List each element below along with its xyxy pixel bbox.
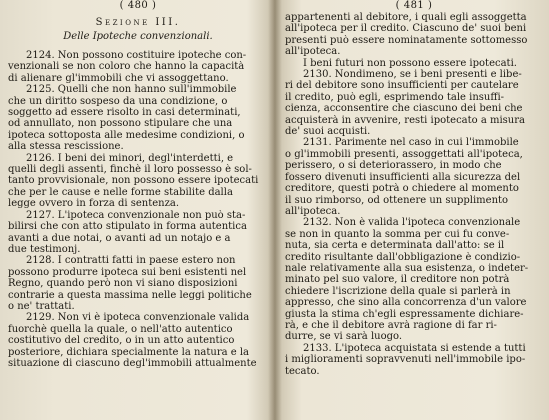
- text-line: 2125. Quelli che non hanno sull'immobile: [26, 84, 237, 96]
- right-page-body: [285, 12, 543, 377]
- text-line: di alienare gl'immobili che vi assoggettano.: [8, 72, 229, 84]
- text-line: il credito, può egli, esprimendo tale insuffi-: [285, 91, 505, 103]
- text-line: 2131. Parimente nel caso in cui l'immobile: [303, 137, 519, 149]
- section-subtitle: Delle Ipoteche convenzionali.: [63, 31, 213, 42]
- text-line: se non in quanto la somma per cui fu conve-: [285, 228, 510, 240]
- text-line: rà, e che il debitore avrà ragione di far ri-: [285, 319, 497, 331]
- article-paragraph: [285, 137, 543, 217]
- text-line: appresso, che sino alla concorrenza d'un valore: [285, 297, 527, 309]
- text-line: 2129. Non vi è ipoteca convenzionale valida: [26, 312, 250, 324]
- text-line: o ne' trattati.: [8, 300, 75, 312]
- article-paragraph: [285, 12, 543, 58]
- text-line: soggetto ad essere risolto in casi determinati,: [8, 107, 241, 119]
- text-line: appartenenti al debitore, i quali egli assoggetta: [285, 12, 527, 23]
- text-line: 2130. Nondimeno, se i beni presenti e libe-: [303, 69, 522, 81]
- text-line: 2128. I contratti fatti in paese estero non: [26, 255, 236, 267]
- text-line: tanto provvisionale, non possono essere ipotecati: [8, 175, 259, 187]
- text-line: venzionali se non coloro che hanno la capacità: [8, 61, 245, 73]
- text-line: nuta, sia certa e determinata dall'atto: se il: [285, 240, 505, 252]
- text-line: Regno, quando però non vi siano disposizioni: [8, 278, 238, 290]
- article-paragraph: [8, 210, 268, 256]
- text-line: costitutivo del credito, o in un atto autentico: [8, 335, 235, 347]
- text-line: all'ipoteca per il credito. Ciascuno de' suoi beni: [285, 23, 527, 35]
- text-line: fossero divenuti insufficienti alla sicurezza del: [285, 171, 521, 183]
- section-title: Sezione III.: [95, 17, 181, 28]
- text-line: alla stessa rescissione.: [8, 141, 124, 153]
- text-line: 2133. L'ipoteca acquistata si estende a tutti: [303, 342, 526, 354]
- article-paragraph: [8, 255, 268, 312]
- text-line: de' suoi acquisti.: [285, 126, 371, 138]
- text-line: od annullato, non possono stipulare che una: [8, 118, 233, 130]
- text-line: credito risultante dall'obbligazione è condizio-: [285, 251, 521, 263]
- text-line: presenti può essere nominatamente sottomesso: [285, 34, 528, 46]
- text-line: creditore, questi potrà o chiedere al momento: [285, 183, 519, 195]
- article-paragraph: [285, 58, 543, 69]
- article-paragraph: [8, 312, 268, 369]
- text-line: o gl'immobili presenti, assoggettati all'ipoteca,: [285, 148, 523, 160]
- text-line: all'ipoteca.: [285, 205, 341, 217]
- text-line: che un diritto sospeso da una condizione, o: [8, 95, 228, 107]
- text-line: giusta la stima ch'egli espressamente dichiare-: [285, 308, 524, 320]
- text-line: avanti a due notai, o avanti ad un notajo e a: [8, 232, 231, 244]
- text-line: situazione di ciascuno degl'immobili attualmente: [8, 357, 257, 369]
- article-paragraph: [285, 343, 543, 377]
- text-line: quelli degli assenti, finchè il loro possesso è sol-: [8, 164, 252, 176]
- text-line: contrarie a questa massima nelle leggi politiche: [8, 289, 252, 301]
- text-line: che per le cause e nelle forme stabilite dalla: [8, 186, 233, 198]
- article-paragraph: [8, 84, 268, 152]
- text-line: perissero, o si deteriorassero, in modo che: [285, 160, 502, 172]
- text-line: durre, se vi sarà luogo.: [285, 331, 403, 343]
- text-line: nale relativamente alla sua esistenza, o indeter-: [285, 262, 529, 274]
- left-page-number: ( 480 ): [119, 0, 157, 11]
- text-line: i miglioramenti sopravvenuti nell'immobile ipo-: [285, 354, 526, 366]
- text-line: minato pel suo valore, il creditore non potrà: [285, 274, 510, 286]
- text-line: tecato.: [285, 365, 320, 377]
- left-page-body: [8, 50, 268, 369]
- text-line: 2132. Non è valida l'ipoteca convenzionale: [303, 217, 521, 229]
- article-paragraph: [8, 153, 268, 210]
- text-line: il suo rimborso, od ottenere un supplimento: [285, 194, 509, 206]
- text-line: ipoteca sottoposta alle medesime condizioni, o: [8, 129, 245, 141]
- text-line: I beni futuri non possono essere ipotecati.: [303, 57, 517, 69]
- text-line: all'ipoteca.: [285, 46, 341, 58]
- text-line: bilirsi che con atto stipulato in forma autentica: [8, 221, 247, 233]
- text-line: 2127. L'ipoteca convenzionale non può sta-: [26, 209, 246, 221]
- text-line: 2126. I beni dei minori, degl'interdetti, e: [26, 152, 234, 164]
- text-line: due testimonj.: [8, 243, 81, 255]
- text-line: cienza, acconsentire che ciascuno dei beni che: [285, 103, 523, 115]
- left-page: [0, 0, 272, 420]
- article-paragraph: [8, 50, 268, 84]
- right-page: [279, 0, 549, 420]
- text-line: acquisterà in avvenire, resti ipotecato a misura: [285, 114, 525, 126]
- text-line: 2124. Non possono costituire ipoteche con-: [26, 50, 247, 61]
- right-page-number: ( 481 ): [395, 0, 433, 11]
- article-paragraph: [285, 69, 543, 137]
- text-line: chiedere l'iscrizione della quale si parlerà in: [285, 285, 511, 297]
- text-line: legge ovvero in forza di sentenza.: [8, 198, 180, 210]
- text-line: fuorchè quella la quale, o nell'atto autentico: [8, 323, 233, 335]
- text-line: ri del debitore sono insufficienti per cautelare: [285, 80, 519, 92]
- text-line: posteriore, dichiara specialmente la natura e la: [8, 346, 250, 358]
- text-line: possono produrre ipoteca sui beni esistenti nel: [8, 266, 247, 278]
- article-paragraph: [285, 217, 543, 342]
